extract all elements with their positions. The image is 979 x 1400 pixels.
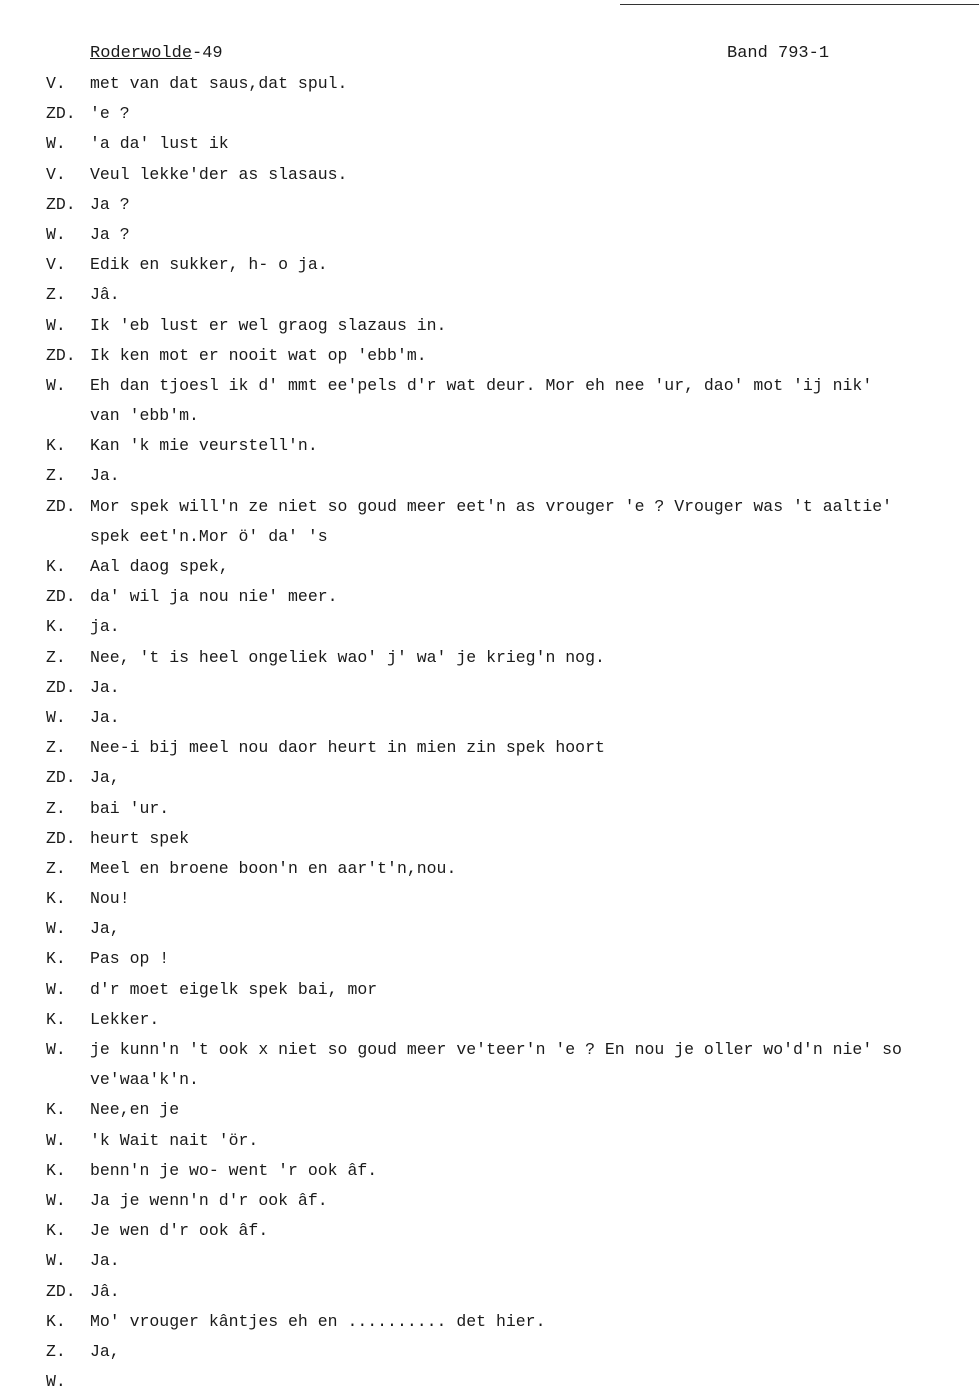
speaker-label: W. (46, 707, 66, 727)
transcript-line (0, 676, 979, 706)
transcript-line (0, 1370, 979, 1400)
utterance-text: Lekker. (90, 1009, 160, 1029)
transcript (0, 72, 979, 1400)
utterance-text: Meel en broene boon'n en aar't'n,nou. (90, 858, 457, 878)
utterance-text: Aal daog spek, (90, 557, 229, 576)
transcript-line (0, 1249, 979, 1279)
top-rule (620, 4, 979, 5)
speaker-label: V. (46, 74, 66, 93)
speaker-label: W. (46, 919, 66, 939)
utterance-text: Ja. (90, 677, 120, 697)
transcript-line (0, 615, 979, 645)
utterance-text: Ja. (90, 466, 120, 486)
transcript-line (0, 1068, 979, 1098)
utterance-text: 'e ? (90, 104, 130, 124)
transcript-line (0, 404, 979, 434)
utterance-text: Jâ. (90, 285, 120, 305)
transcript-line (0, 72, 979, 102)
transcript-line (0, 797, 979, 827)
speaker-label: K. (46, 436, 66, 456)
transcript-line (0, 1310, 979, 1340)
speaker-label: ZD. (46, 768, 76, 788)
utterance-text: Eh dan tjoesl ik d' mmt ee'pels d'r wat deur. Mor eh nee 'ur, dao' mot 'ij nik' (90, 375, 873, 395)
speaker-label: K. (46, 1311, 66, 1331)
speaker-label: K. (46, 557, 66, 576)
transcript-line (0, 344, 979, 374)
speaker-label: Z. (46, 1341, 66, 1361)
utterance-text: Nee-i bij meel nou daor heurt in mien zin spek hoort (90, 738, 605, 758)
speaker-label: K. (46, 1100, 66, 1120)
transcript-line (0, 525, 979, 555)
transcript-line (0, 1280, 979, 1310)
speaker-label: W. (46, 979, 66, 999)
speaker-label: W. (46, 375, 66, 395)
transcript-line (0, 283, 979, 313)
speaker-label: K. (46, 889, 66, 909)
utterance-text: Ik ken mot er nooit wat op 'ebb'm. (90, 345, 427, 365)
page-header (0, 42, 979, 66)
speaker-label: K. (46, 1221, 66, 1241)
utterance-text: Nee,en je (90, 1100, 180, 1120)
utterance-text: benn'n je wo- went 'r ook âf. (90, 1160, 378, 1180)
utterance-text: Ja je wenn'n d'r ook âf. (90, 1190, 328, 1210)
place-name: Roderwolde (90, 44, 193, 63)
utterance-text: je kunn'n 't ook x niet so goud meer ve'teer'n 'e ? En nou je oller wo'd'n nie' so (90, 1040, 902, 1059)
speaker-label: K. (46, 1160, 66, 1180)
transcript-line (0, 1038, 979, 1068)
transcript-line (0, 223, 979, 253)
transcript-line (0, 1340, 979, 1370)
transcript-line (0, 736, 979, 766)
utterance-text: ve'waa'k'n. (90, 1070, 199, 1090)
utterance-text: met van dat saus,dat spul. (90, 74, 348, 93)
transcript-line (0, 1129, 979, 1159)
utterance-text: Ja, (90, 919, 120, 939)
utterance-text: Jâ. (90, 1281, 120, 1301)
utterance-text: Veul lekke'der as slasaus. (90, 164, 348, 184)
place-number: -49 (192, 44, 223, 63)
utterance-text: Ja ? (90, 224, 130, 244)
utterance-text: Pas op ! (90, 949, 170, 969)
transcript-line (0, 947, 979, 977)
speaker-label: ZD. (46, 345, 76, 365)
speaker-label: Z. (46, 738, 66, 758)
speaker-label: ZD. (46, 1281, 76, 1301)
transcript-line (0, 163, 979, 193)
transcript-line (0, 253, 979, 283)
speaker-label: W. (46, 1190, 66, 1210)
utterance-text: bai 'ur. (90, 798, 170, 818)
speaker-label: W. (46, 1251, 66, 1271)
speaker-label: K. (46, 949, 66, 969)
transcript-line (0, 314, 979, 344)
speaker-label: ZD. (46, 194, 76, 214)
speaker-label: W. (46, 134, 66, 154)
transcript-line (0, 374, 979, 404)
transcript-line (0, 102, 979, 132)
transcript-line (0, 585, 979, 615)
speaker-label: V. (46, 255, 66, 275)
utterance-text: van 'ebb'm. (90, 406, 199, 426)
utterance-text: Nou! (90, 889, 130, 909)
transcript-line (0, 887, 979, 917)
transcript-line (0, 857, 979, 887)
speaker-label: Z. (46, 285, 66, 305)
transcript-line (0, 434, 979, 464)
speaker-label: Z. (46, 798, 66, 818)
utterance-text: Nee, 't is heel ongeliek wao' j' wa' je krieg'n nog. (90, 647, 605, 667)
transcript-line (0, 1098, 979, 1128)
speaker-label: K. (46, 617, 66, 637)
utterance-text: Ja. (90, 1251, 120, 1271)
speaker-label: ZD. (46, 677, 76, 697)
speaker-label: W. (46, 1040, 66, 1059)
speaker-label: ZD. (46, 496, 76, 516)
utterance-text: Mor spek will'n ze niet so goud meer eet'n as vrouger 'e ? Vrouger was 't aaltie' (90, 496, 893, 516)
transcript-line (0, 646, 979, 676)
utterance-text: Ja. (90, 707, 120, 727)
transcript-line (0, 132, 979, 162)
speaker-label: W. (46, 315, 66, 335)
utterance-text: Kan 'k mie veurstell'n. (90, 436, 318, 456)
transcript-line (0, 766, 979, 796)
speaker-label: Z. (46, 647, 66, 667)
transcript-line (0, 495, 979, 525)
utterance-text: spek eet'n.Mor ö' da' 's (90, 526, 328, 546)
utterance-text: d'r moet eigelk spek bai, mor (90, 979, 378, 999)
utterance-text: da' wil ja nou nie' meer. (90, 587, 338, 607)
transcript-line (0, 464, 979, 494)
utterance-text: Ik 'eb lust er wel graog slazaus in. (90, 315, 447, 335)
band-number: Band 793-1 (727, 44, 830, 63)
utterance-text: 'a da' lust ik (90, 134, 229, 154)
transcript-line (0, 827, 979, 857)
utterance-text: 'k Wait nait 'ör. (90, 1130, 259, 1150)
recording-place (90, 42, 223, 66)
utterance-text: ja. (90, 617, 120, 637)
speaker-label: ZD. (46, 828, 76, 848)
transcript-line (0, 706, 979, 736)
utterance-text: Ja, (90, 1341, 120, 1361)
speaker-label: Z. (46, 858, 66, 878)
transcript-line (0, 917, 979, 947)
utterance-text: Je wen d'r ook âf. (90, 1221, 269, 1241)
transcript-line (0, 1159, 979, 1189)
transcript-line (0, 1189, 979, 1219)
speaker-label: K. (46, 1009, 66, 1029)
speaker-label: W. (46, 1130, 66, 1150)
utterance-text: Ja, (90, 768, 120, 788)
transcript-line (0, 1008, 979, 1038)
speaker-label: ZD. (46, 587, 76, 607)
utterance-text: Ja ? (90, 194, 130, 214)
transcript-line (0, 978, 979, 1008)
transcript-line (0, 555, 979, 585)
utterance-text: heurt spek (90, 828, 190, 848)
speaker-label: W. (46, 224, 66, 244)
speaker-label: W. (46, 1372, 66, 1392)
speaker-label: V. (46, 164, 66, 184)
utterance-text: Mo' vrouger kântjes eh en .......... det hier. (90, 1311, 546, 1331)
speaker-label: Z. (46, 466, 66, 486)
utterance-text: Edik en sukker, h- o ja. (90, 255, 328, 275)
speaker-label: ZD. (46, 104, 76, 124)
transcript-line (0, 1219, 979, 1249)
transcript-line (0, 193, 979, 223)
